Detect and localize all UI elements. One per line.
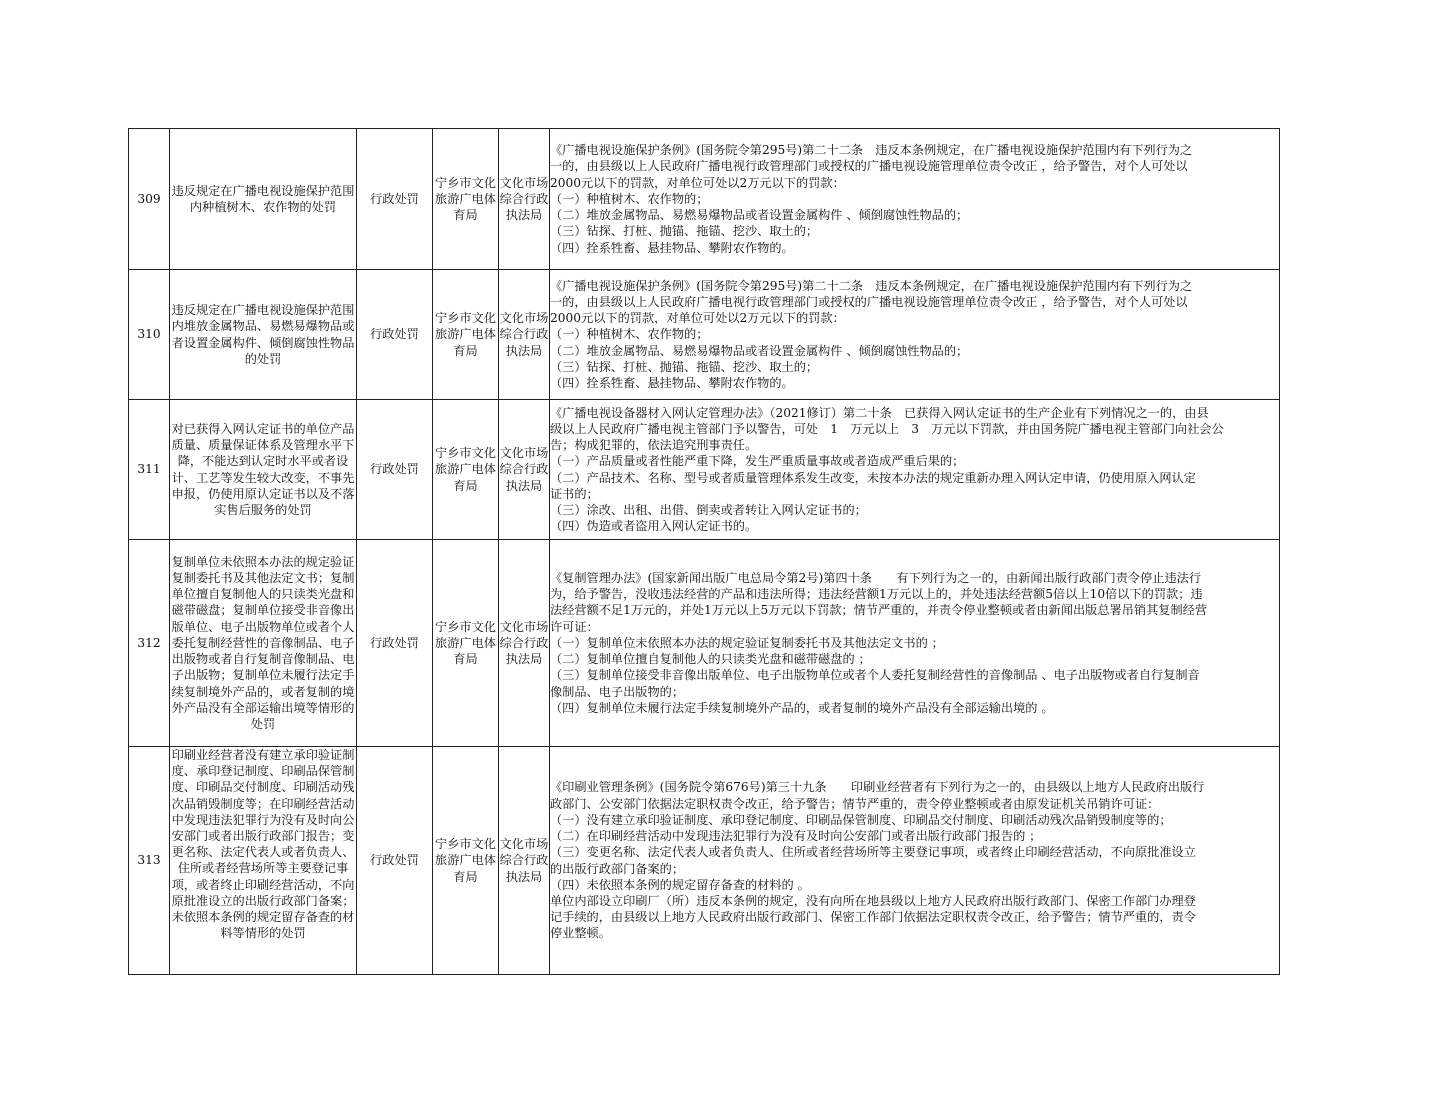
legal-basis-line: 为，给予警告，没收违法经营的产品和违法所得；违法经营额1万元以上的，并处违法经营额5倍以上10倍以下的罚款；违: [550, 587, 1203, 602]
legal-basis-line: 《印刷业管理条例》(国务院令第676号)第三十九条 印刷业经营者有下列行为之一的，由县级以上地方人民政府出版行: [550, 780, 1205, 795]
legal-basis-line: （二）堆放金属物品、易燃易爆物品或者设置金属构件 、倾倒腐蚀性物品的；: [550, 343, 969, 358]
legal-basis-line: （一）复制单位未依照本办法的规定验证复制委托书及其他法定文书的 ；: [550, 635, 944, 650]
responsible-department: 宁乡市文化旅游广电体育局: [433, 540, 499, 747]
legal-basis: [550, 747, 1280, 975]
legal-basis-line: （二）产品技术、名称、型号或者质量管理体系发生改变，未按本办法的规定重新办理入网认定申请，仍使用原入网认定: [550, 470, 1196, 485]
item-name-cell: [170, 540, 357, 747]
item-name: 印刷业经营者没有建立承印验证制度、承印登记制度、印刷品保管制度、印刷品交付制度、印刷活动残次品销毁制度等；在印刷经营活动中发现违法犯罪行为没有及时向公安部门或者出版行政部门报告；变更名称、法定代表人或者负责人、住所或者经营场所等主要登记事项，或者终止印刷经营活动，不向原批准设立的出版行政部门备案；未依照本条例的规定留存备查的材料等情形的处罚: [171, 748, 355, 941]
legal-basis-line: （一）种植树木、农作物的；: [550, 327, 709, 342]
legal-basis-line: （三）钻探、打桩、抛锚、拖锚、挖沙、取土的；: [550, 224, 819, 239]
item-name: 对已获得入网认定证书的单位产品质量、质量保证体系及管理水平下降，不能达到认定时水平或者设计、工艺等发生较大改变，不事先申报，仍使用原认定证书以及不落实售后服务的处罚: [171, 421, 355, 517]
legal-basis-line: 像制品、电子出版物的；: [550, 684, 685, 699]
row-number: 311: [129, 400, 170, 540]
legal-basis-line: 一的，由县级以上人民政府广播电视行政管理部门或授权的广播电视设施管理单位责令改正 ，给予警告，对个人可处以: [550, 159, 1188, 174]
legal-basis-line: 法经营额不足1万元的，并处1万元以上5万元以下罚款；情节严重的，并责令停业整顿或者由新闻出版总署吊销其复制经营: [550, 603, 1208, 618]
legal-basis-line: （三）钻探、打桩、抛锚、拖锚、挖沙、取土的；: [550, 359, 819, 374]
legal-basis-line: （四）伪造或者盗用入网认定证书的。: [550, 519, 758, 534]
legal-basis-line: 《广播电视设施保护条例》(国务院令第295号)第二十二条 违反本条例规定，在广播电视设施保护范围内有下列行为之: [550, 143, 1193, 158]
table-row: [129, 270, 1280, 400]
item-type: 行政处罚: [357, 400, 433, 540]
legal-basis-line: 记手续的，由县级以上地方人民政府出版行政部门、保密工作部门依据法定职权责令改正，给予警告；情节严重的，责令: [550, 910, 1196, 925]
table-body: [129, 129, 1280, 975]
responsible-department: 宁乡市文化旅游广电体育局: [433, 129, 499, 270]
legal-basis-line: （四）拴系牲畜、悬挂物品、攀附农作物的。: [550, 240, 794, 255]
legal-basis-line: 2000元以下的罚款，对单位可处以2万元以下的罚款：: [550, 311, 845, 326]
item-name: 违反规定在广播电视设施保护范围内种植树木、农作物的处罚: [171, 183, 355, 214]
legal-basis-line: 《广播电视设备器材入网认定管理办法》（2021修订）第二十条 已获得入网认定证书的生产企业有下列情况之一的，由县: [550, 405, 1209, 420]
executing-agency: 文化市场综合行政执法局: [499, 270, 550, 400]
legal-basis-line: （三）复制单位接受非音像出版单位、电子出版物单位或者个人委托复制经营性的音像制品 、电子出版物或者自行复制音: [550, 668, 1200, 683]
legal-basis-line: （三）变更名称、法定代表人或者负责人、住所或者经营场所等主要登记事项，或者终止印刷经营活动，不向原批准设立: [550, 845, 1196, 860]
legal-basis-line: （二）在印刷经营活动中发现违法犯罪行为没有及时向公安部门或者出版行政部门报告的 ；: [550, 829, 1042, 844]
legal-basis-line: （二）复制单位擅自复制他人的只读类光盘和磁带磁盘的 ；: [550, 652, 871, 667]
row-number: 313: [129, 747, 170, 975]
legal-basis: [550, 270, 1280, 400]
legal-basis-line: 级以上人民政府广播电视主管部门予以警告，可处 1 万元以上 3 万元以下罚款，并由国务院广播电视主管部门向社会公: [550, 421, 1224, 436]
item-name: 复制单位未依照本办法的规定验证复制委托书及其他法定文书；复制单位擅自复制他人的只读类光盘和磁带磁盘；复制单位接受非音像出版单位、电子出版物单位或者个人委托复制经营性的音像制品、电子出版物或者自行复制音像制品、电子出版物；复制单位未履行法定手续复制境外产品的，或者复制的境外产品没有全部运输出境等情形的处罚: [171, 554, 355, 731]
legal-basis: [550, 400, 1280, 540]
table-row: [129, 129, 1280, 270]
item-type: 行政处罚: [357, 129, 433, 270]
legal-basis-line: （一）产品质量或者性能严重下降，发生严重质量事故或者造成严重后果的；: [550, 454, 965, 469]
table-row: [129, 400, 1280, 540]
responsible-department: 宁乡市文化旅游广电体育局: [433, 270, 499, 400]
legal-basis-line: 停业整顿。: [550, 926, 611, 941]
responsible-department: 宁乡市文化旅游广电体育局: [433, 400, 499, 540]
item-type: 行政处罚: [357, 747, 433, 975]
legal-basis: [550, 129, 1280, 270]
legal-basis-line: （一）没有建立承印验证制度、承印登记制度、印刷品保管制度、印刷品交付制度、印刷活动残次品销毁制度等的；: [550, 812, 1172, 827]
legal-basis-line: （二）堆放金属物品、易燃易爆物品或者设置金属构件 、倾倒腐蚀性物品的；: [550, 208, 969, 223]
legal-basis-line: 告；构成犯罪的，依法追究刑事责任。: [550, 438, 758, 453]
legal-basis-line: （四）未依照本条例的规定留存备查的材料的 。: [550, 877, 810, 892]
legal-basis-line: （四）复制单位未履行法定手续复制境外产品的，或者复制的境外产品没有全部运输出境的 。: [550, 700, 1054, 715]
legal-basis-line: 2000元以下的罚款，对单位可处以2万元以下的罚款：: [550, 175, 845, 190]
executing-agency: 文化市场综合行政执法局: [499, 129, 550, 270]
legal-basis-line: 政部门、公安部门依据法定职权责令改正，给予警告；情节严重的，责令停业整顿或者由原发证机关吊销许可证：: [550, 796, 1160, 811]
legal-basis: [550, 540, 1280, 747]
legal-basis-line: 单位内部设立印刷厂（所）违反本条例的规定，没有向所在地县级以上地方人民政府出版行政部门、保密工作部门办理登: [550, 893, 1196, 908]
legal-basis-line: 证书的；: [550, 486, 599, 501]
responsible-department: 宁乡市文化旅游广电体育局: [433, 747, 499, 975]
item-type: 行政处罚: [357, 540, 433, 747]
table-row: [129, 747, 1280, 975]
executing-agency: 文化市场综合行政执法局: [499, 540, 550, 747]
row-number: 312: [129, 540, 170, 747]
legal-basis-line: 的出版行政部门备案的；: [550, 861, 685, 876]
row-number: 309: [129, 129, 170, 270]
legal-basis-line: 《广播电视设施保护条例》(国务院令第295号)第二十二条 违反本条例规定，在广播电视设施保护范围内有下列行为之: [550, 278, 1193, 293]
item-name-cell: [170, 400, 357, 540]
legal-basis-line: 许可证：: [550, 619, 599, 634]
legal-basis-line: 《复制管理办法》(国家新闻出版广电总局令第2号)第四十条 有下列行为之一的，由新闻出版行政部门责令停止违法行: [550, 571, 1202, 586]
item-name-cell: [170, 747, 357, 975]
item-name: 违反规定在广播电视设施保护范围内堆放金属物品、易燃易爆物品或者设置金属构件、倾倒腐蚀性物品的处罚: [171, 303, 355, 366]
table-row: [129, 540, 1280, 747]
legal-basis-line: 一的，由县级以上人民政府广播电视行政管理部门或授权的广播电视设施管理单位责令改正 ，给予警告，对个人可处以: [550, 294, 1188, 309]
row-number: 310: [129, 270, 170, 400]
item-name-cell: [170, 129, 357, 270]
executing-agency: 文化市场综合行政执法局: [499, 400, 550, 540]
item-name-cell: [170, 270, 357, 400]
executing-agency: 文化市场综合行政执法局: [499, 747, 550, 975]
legal-basis-line: （四）拴系牲畜、悬挂物品、攀附农作物的。: [550, 376, 794, 390]
legal-basis-line: （一）种植树木、农作物的；: [550, 191, 709, 206]
power-list-table: [128, 128, 1280, 975]
legal-basis-line: （三）涂改、出租、出借、倒卖或者转让入网认定证书的；: [550, 502, 867, 517]
item-type: 行政处罚: [357, 270, 433, 400]
